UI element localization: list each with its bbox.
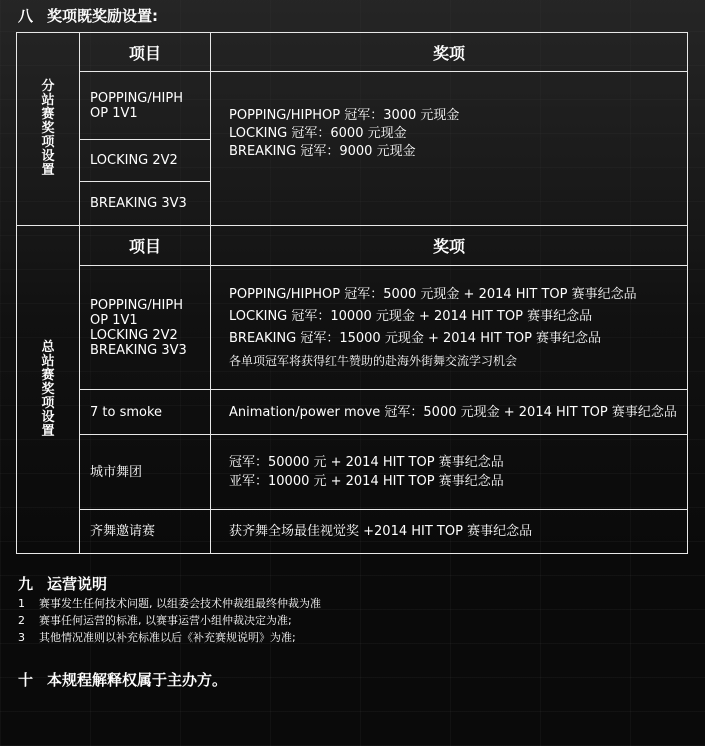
final-prizes-7tosmoke: Animation/power move 冠军：5000 元现金 + 2014 HIT TOP 赛事纪念品: [211, 390, 688, 435]
branch-header-row: [17, 33, 688, 72]
branch-side-label: 分站赛 奖项设置: [17, 33, 80, 226]
section-8-number: 八: [18, 7, 34, 25]
section-10-number: 十: [18, 671, 34, 689]
section-9-heading: [18, 573, 107, 594]
branch-item-popping: POPPING/HIPH OP 1V1: [80, 72, 211, 140]
section-10-title: 本规程解释权属于主办方。: [47, 671, 228, 689]
final-row-7tosmoke: [17, 390, 688, 435]
branch-item-locking: LOCKING 2V2: [80, 140, 211, 182]
final-prize-header: 奖项: [211, 226, 688, 266]
branch-prize-header: 奖项: [211, 33, 688, 72]
final-side-label: 总站赛 奖项设置: [17, 226, 80, 554]
final-prizes-crew: 冠军：50000 元 + 2014 HIT TOP 赛事纪念品 亚军：10000 元 + 2014 HIT TOP 赛事纪念品: [211, 435, 688, 510]
final-prizes-invitational: 获齐舞全场最佳视觉奖 +2014 HIT TOP 赛事纪念品: [211, 510, 688, 554]
final-row-crew: [17, 435, 688, 510]
section-8-heading: [18, 5, 158, 26]
final-row-solo: [17, 266, 688, 390]
awards-table: [16, 32, 688, 554]
operations-list: [18, 595, 321, 646]
branch-item-header: 项目: [80, 33, 211, 72]
branch-item-breaking: BREAKING 3V3: [80, 182, 211, 226]
list-item: 1 赛事发生任何技术问题, 以组委会技术仲裁组最终仲裁为准: [18, 597, 321, 610]
branch-row-popping: [17, 72, 688, 140]
branch-prizes: POPPING/HIPHOP 冠军：3000 元现金 LOCKING 冠军：6000 元现金 BREAKING 冠军：9000 元现金: [211, 72, 688, 226]
final-prizes-solo: POPPING/HIPHOP 冠军：5000 元现金 + 2014 HIT TOP 赛事纪念品 LOCKING 冠军：10000 元现金 + 2014 HIT TOP 赛事纪念品 BREAKING 冠军：15000 元现金 + 2014 HIT TOP 赛事纪念品 各单项冠军将获得红牛赞助的赴海外街舞交流学习机会: [211, 266, 688, 390]
final-item-crew: 城市舞团: [80, 435, 211, 510]
section-8-title: 奖项既奖励设置:: [47, 7, 159, 25]
section-10-heading: [18, 669, 227, 690]
final-item-header: 项目: [80, 226, 211, 266]
final-header-row: [17, 226, 688, 266]
final-item-invitational: 齐舞邀请赛: [80, 510, 211, 554]
list-item: 2 赛事任何运营的标准, 以赛事运营小组仲裁决定为准;: [18, 614, 292, 627]
section-9-number: 九: [18, 575, 34, 593]
final-row-invitational: [17, 510, 688, 554]
section-9-title: 运营说明: [47, 575, 108, 593]
list-item: 3 其他情况准则以补充标准以后《补充赛规说明》为准;: [18, 631, 296, 644]
final-item-7tosmoke: 7 to smoke: [80, 390, 211, 435]
final-item-solo: POPPING/HIPH OP 1V1 LOCKING 2V2 BREAKING 3V3: [80, 266, 211, 390]
